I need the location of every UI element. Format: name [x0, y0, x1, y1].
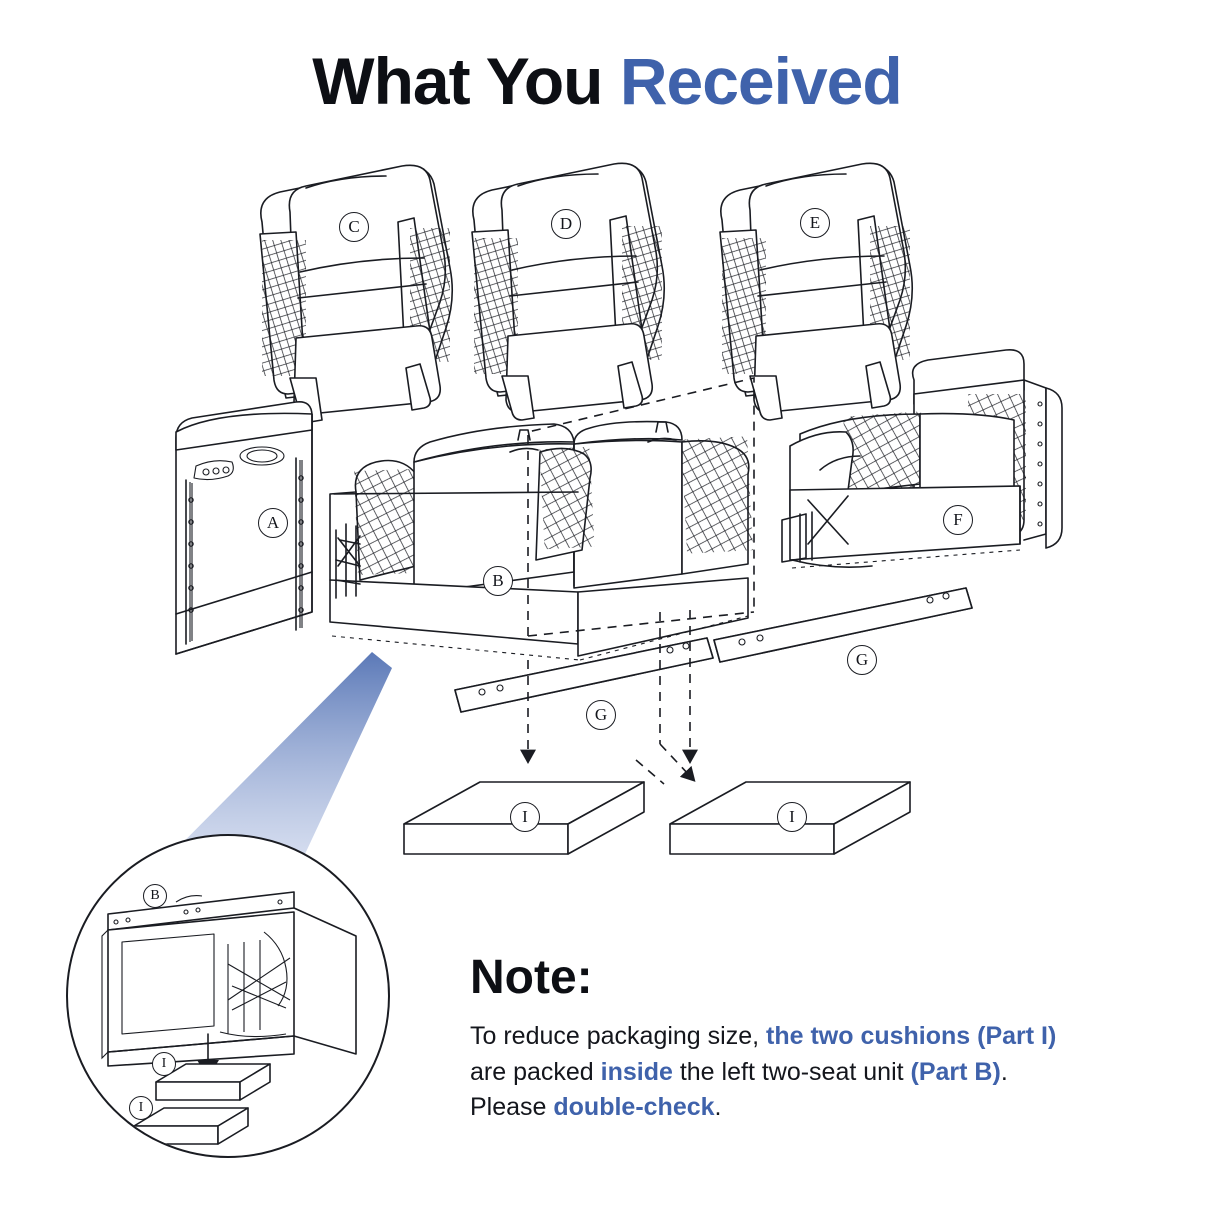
part-label-a: A [258, 508, 288, 538]
note-line-3 [470, 1090, 1170, 1126]
note-block [470, 950, 1170, 1126]
note-line3-accent: double-check [553, 1093, 715, 1121]
part-label-f: F [943, 505, 973, 535]
note-heading: Note: [470, 951, 593, 1004]
page-title-part1: What You [312, 44, 620, 118]
part-b-two-seat [330, 422, 753, 660]
note-line2-text-a: are packed [470, 1057, 601, 1086]
note-line2-accent-partb: (Part B) [910, 1057, 1001, 1086]
magnified-detail-circle [66, 834, 390, 1158]
note-body [470, 1019, 1170, 1126]
magnified-detail-art [68, 836, 388, 1156]
page-title-part2: Received [619, 44, 902, 118]
note-line1-accent: the two cushions (Part I) [766, 1022, 1057, 1050]
part-a-console [176, 402, 312, 654]
part-c-backrest [260, 165, 452, 422]
zoom-label-b: B [143, 884, 167, 908]
zoom-label-i-top: I [152, 1052, 176, 1076]
part-label-c: C [339, 212, 369, 242]
zoom-label-i-bottom: I [129, 1096, 153, 1120]
part-label-b: B [483, 566, 513, 596]
part-label-i-right: I [777, 802, 807, 832]
part-e-backrest [720, 163, 912, 420]
part-label-e: E [800, 208, 830, 238]
part-d-backrest [472, 163, 664, 420]
note-line2-text-b: the left two-seat unit [672, 1057, 911, 1086]
part-label-g-right: G [847, 645, 877, 675]
part-label-d: D [551, 209, 581, 239]
part-label-i-left: I [510, 802, 540, 832]
note-line2-text-c: . [1000, 1057, 1008, 1086]
note-line-1 [470, 1019, 1170, 1055]
note-line3-text: Please [470, 1093, 554, 1121]
note-line2-accent-inside: inside [600, 1057, 673, 1086]
part-i-cushions [404, 782, 910, 854]
note-line1-text: To reduce packaging size, [470, 1022, 767, 1050]
note-line3-period: . [714, 1093, 722, 1121]
note-line-2 [470, 1055, 1170, 1091]
part-label-g-left: G [586, 700, 616, 730]
